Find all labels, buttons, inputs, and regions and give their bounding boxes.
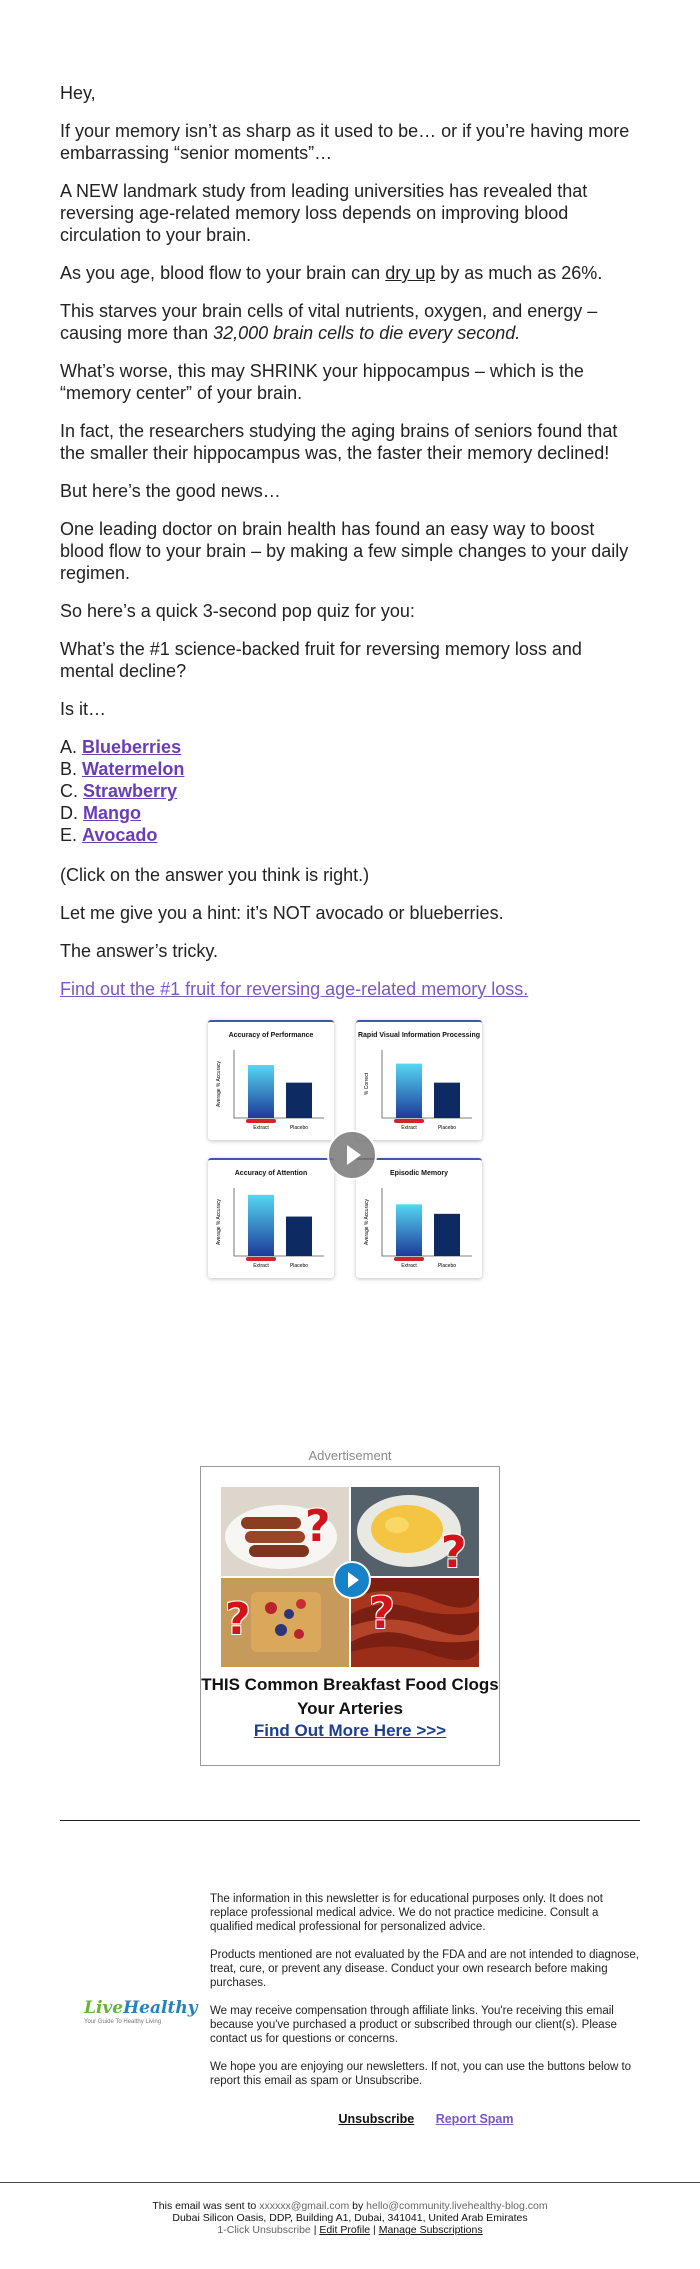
question-mark: ? (225, 1594, 251, 1645)
bacon-image (351, 1578, 479, 1667)
chart-title: Rapid Visual Information Processing (357, 1032, 480, 1039)
sent-to-line (0, 2200, 700, 2212)
question-mark: ? (441, 1527, 467, 1576)
underlined-dry-up: dry up (385, 263, 436, 283)
sent-to-label: This email was sent to (152, 2200, 257, 2212)
cta-link[interactable]: Find out the #1 fruit for reversing age-related memory loss. (60, 979, 529, 999)
chart-x-label: Extract (253, 1125, 269, 1131)
disclaimer-fda: Products mentioned are not evaluated by the FDA and are not intended to diagnose, treat, cure, or prevent any disease. Conduct your own research before making purchases. (210, 1949, 639, 1989)
separator: | (373, 2224, 376, 2236)
ad-image-grid[interactable] (221, 1487, 479, 1667)
chart-bar-placebo (434, 1083, 460, 1118)
chart-x-label: Placebo (289, 1125, 309, 1131)
email-body (60, 82, 640, 1000)
manage-subscriptions-link[interactable]: Manage Subscriptions (378, 2224, 483, 2236)
extract-highlight (394, 1119, 424, 1123)
question-mark: ? (305, 1501, 331, 1552)
paragraph-memory: If your memory isn’t as sharp as it used to be… or if you’re having more embarrassing “senior moments”… (60, 121, 630, 163)
paragraph-brain-cells (60, 300, 640, 344)
answer-c (60, 780, 640, 802)
footer-divider (0, 2182, 700, 2183)
italic-brain-cells: 32,000 brain cells to die every second. (213, 323, 521, 343)
chart-x-label: Extract (401, 1125, 417, 1131)
ad-find-out-link[interactable]: Find Out More Here >>> (253, 1721, 447, 1740)
report-spam-button[interactable]: Report Spam (435, 2112, 514, 2126)
disclaimer-section (210, 1892, 642, 2102)
advertisement-label: Advertisement (308, 1448, 392, 1463)
chart-bar-extract (396, 1204, 422, 1256)
answer-letter: B. (60, 759, 78, 779)
paragraph-good-news: But here’s the good news… (60, 481, 281, 501)
play-icon[interactable] (327, 1130, 377, 1180)
chart-card-3 (208, 1158, 334, 1278)
answer-a (60, 736, 640, 758)
chart-title: Accuracy of Performance (228, 1032, 314, 1039)
chart-x-label: Placebo (437, 1125, 457, 1131)
chart-card-4 (356, 1158, 482, 1278)
sender-email: hello@community.livehealthy-blog.com (366, 2200, 548, 2212)
chart-card-2 (356, 1020, 482, 1140)
recipient-email: xxxxxx@gmail.com (259, 2200, 350, 2212)
paragraph-research: In fact, the researchers studying the aging brains of seniors found that the smaller their hippocampus was, the faster their memory declined! (60, 421, 618, 463)
chart-y-label: Average % Accuracy (364, 1198, 370, 1246)
chart-card-1 (208, 1020, 334, 1140)
disclaimer-enjoying: We hope you are enjoying our newsletters. If not, you can use the buttons below to report this email as spam or Unsubscribe. (210, 2061, 632, 2087)
chart-bar-placebo (434, 1214, 460, 1256)
text-segment: This starves your brain cells of vital nutrients, oxygen, and energy – causing more than (60, 301, 598, 343)
extract-highlight (246, 1257, 276, 1261)
greeting: Hey, (60, 83, 96, 103)
extract-highlight (394, 1257, 424, 1261)
paragraph-quiz: So here’s a quick 3-second pop quiz for you: (60, 601, 415, 621)
chart-title: Episodic Memory (390, 1170, 448, 1177)
answer-letter: A. (60, 737, 78, 757)
answer-watermelon-link[interactable]: Watermelon (82, 759, 185, 779)
eggs-image (351, 1487, 479, 1576)
chart-x-label: Placebo (437, 1263, 457, 1269)
text-segment: by as much as 26%. (435, 263, 603, 283)
paragraph-hippocampus: What’s worse, this may SHRINK your hippocampus – which is the “memory center” of your brain. (60, 361, 584, 403)
chart-bar-extract (248, 1195, 274, 1256)
logo-word-healthy: Healthy (123, 1998, 198, 2018)
edit-profile-link[interactable]: Edit Profile (319, 2224, 371, 2236)
answer-list (60, 736, 640, 846)
divider (60, 1820, 640, 1821)
question-mark: ? (369, 1588, 395, 1639)
email-footer (0, 2200, 700, 2236)
waffle-image (221, 1578, 349, 1667)
video-thumbnail[interactable] (208, 1020, 490, 1280)
paragraph-study: A NEW landmark study from leading universities has revealed that reversing age-related memory loss depends on improving blood circulation to your brain. (60, 181, 588, 245)
unsubscribe-button[interactable]: Unsubscribe (338, 2112, 415, 2126)
answer-letter: C. (60, 781, 78, 801)
extract-highlight (246, 1119, 276, 1123)
chart-y-label: % Correct (364, 1072, 370, 1096)
answer-e (60, 824, 640, 846)
answer-mango-link[interactable]: Mango (83, 803, 142, 823)
chart-x-label: Extract (253, 1263, 269, 1269)
chart-x-label: Placebo (289, 1263, 309, 1269)
live-healthy-logo (84, 1998, 198, 2032)
paragraph-tricky: The answer’s tricky. (60, 941, 219, 961)
answer-avocado-link[interactable]: Avocado (82, 825, 158, 845)
answer-letter: D. (60, 803, 78, 823)
paragraph-doctor: One leading doctor on brain health has found an easy way to boost blood flow to your brain – by making a few simple changes to your daily regimen. (60, 519, 629, 583)
answer-b (60, 758, 640, 780)
logo-wordmark (84, 1998, 198, 2018)
answer-letter: E. (60, 825, 78, 845)
ad-play-icon[interactable] (333, 1561, 371, 1599)
chart-title: Accuracy of Attention (234, 1170, 308, 1177)
answer-blueberries-link[interactable]: Blueberries (82, 737, 182, 757)
chart-y-label: Average % Accuracy (216, 1060, 222, 1108)
footer-links (0, 2224, 700, 2236)
ad-headline[interactable]: THIS Common Breakfast Food Clogs Your Arteries (201, 1675, 499, 1718)
chart-bar-placebo (286, 1083, 312, 1118)
chart-bar-extract (396, 1064, 422, 1118)
separator: | (313, 2224, 317, 2236)
answer-d (60, 802, 640, 824)
address-line: Dubai Silicon Oasis, DDP, Building A1, Dubai, 341041, United Arab Emirates (172, 2212, 528, 2224)
paragraph-is-it: Is it… (60, 699, 107, 719)
chart-bar-placebo (286, 1217, 312, 1256)
paragraph-blood-flow (60, 262, 640, 284)
text-segment: As you age, blood flow to your brain can (60, 263, 386, 283)
chart-bar-extract (248, 1065, 274, 1118)
unsubscribe-buttons (210, 2112, 642, 2126)
paragraph-hint: Let me give you a hint: it’s NOT avocado or blueberries. (60, 903, 504, 923)
disclaimer-affiliate: We may receive compensation through affiliate links. You're receiving this email because you've purchased a product or subscribed through our client(s). Please contact us for questions or concerns. (210, 2005, 617, 2045)
paragraph-question: What’s the #1 science-backed fruit for reversing memory loss and mental decline? (60, 639, 582, 681)
sausages-image (221, 1487, 349, 1576)
logo-tagline: Your Guide To Healthy Living (84, 2019, 162, 2025)
logo-word-live: Live (84, 1998, 124, 2018)
disclaimer-educational: The information in this newsletter is for educational purposes only. It does not replace professional medical advice. We do not practice medicine. Consult a qualified medical professional for personalized advice. (210, 1893, 603, 1933)
answer-strawberry-link[interactable]: Strawberry (83, 781, 178, 801)
paragraph-click-hint: (Click on the answer you think is right.) (60, 865, 370, 885)
chart-x-label: Extract (401, 1263, 417, 1269)
by-text: by (352, 2200, 364, 2212)
chart-y-label: Average % Accuracy (216, 1198, 222, 1246)
one-click-unsubscribe[interactable]: 1-Click Unsubscribe (217, 2224, 311, 2236)
advertisement-box[interactable] (200, 1466, 500, 1766)
